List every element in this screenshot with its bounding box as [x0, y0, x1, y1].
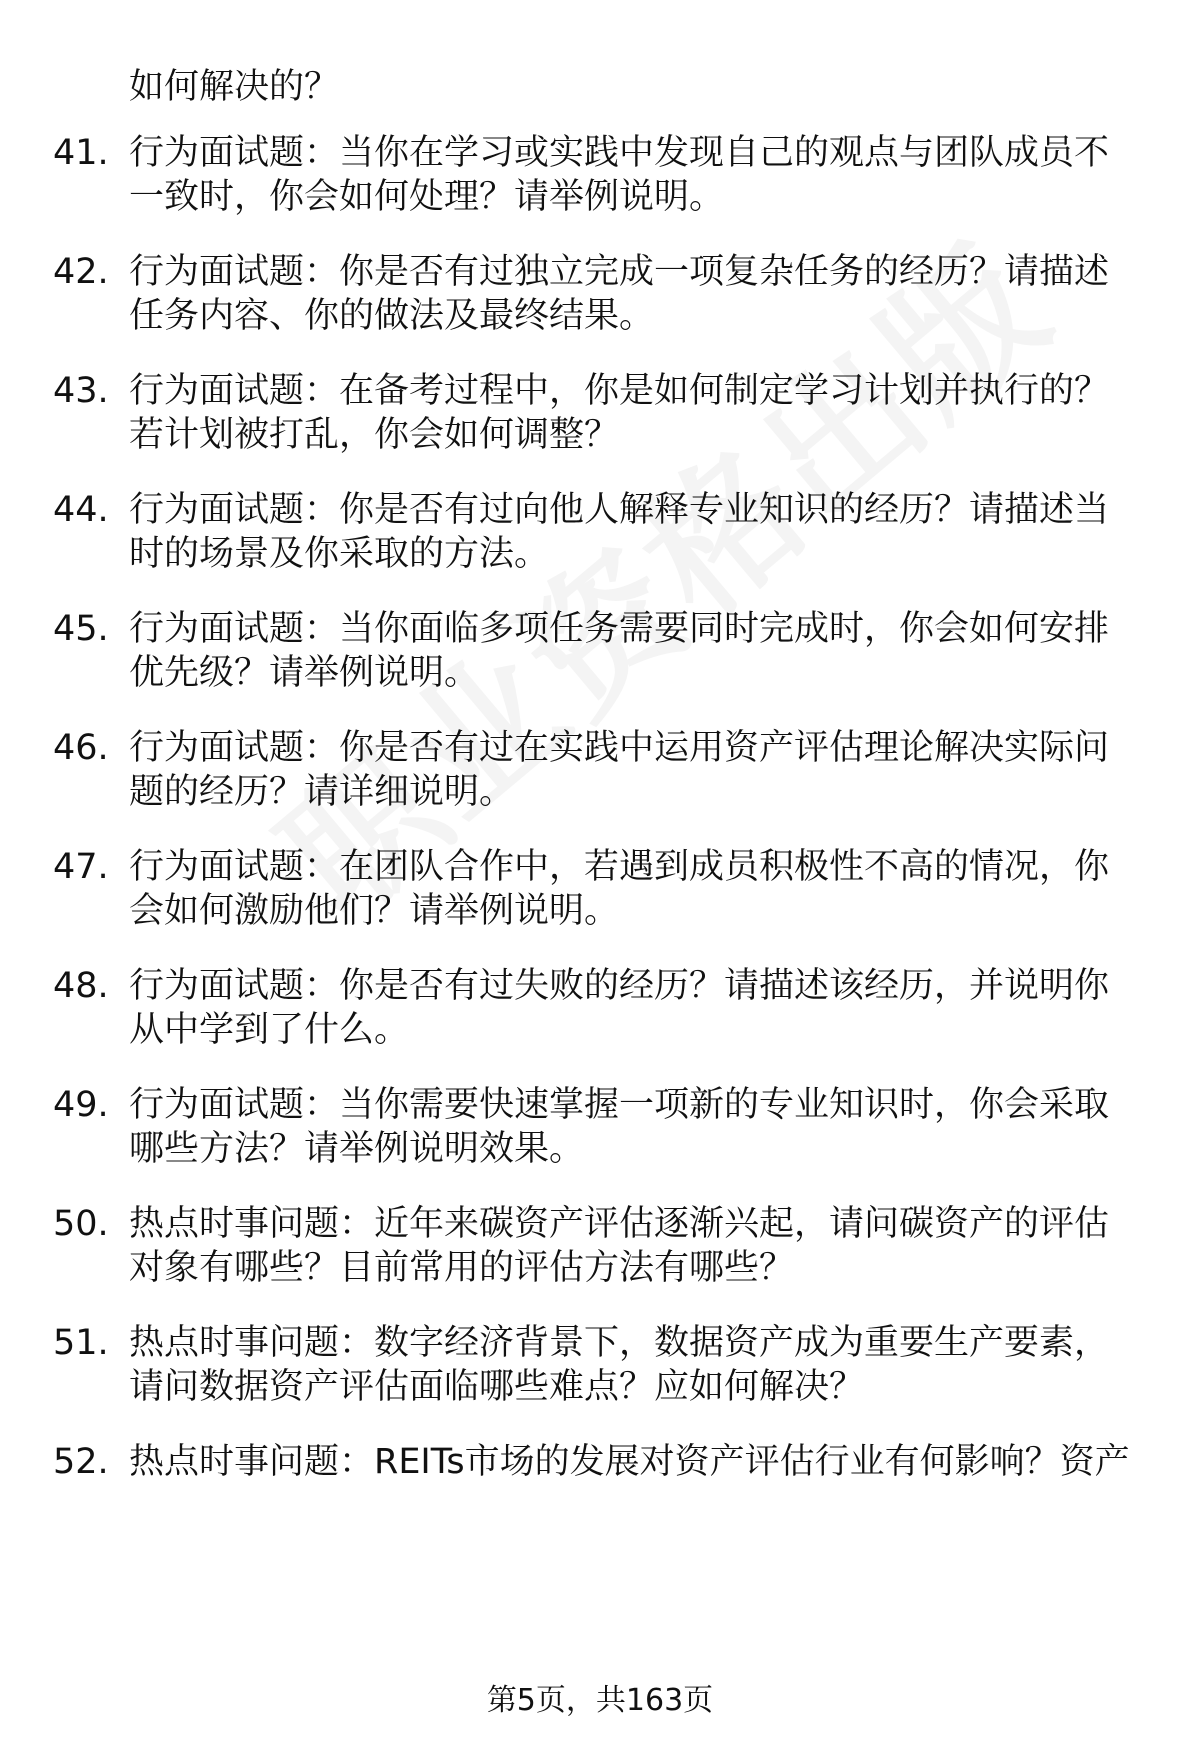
item-text-line: 对象有哪些？目前常用的评估方法有哪些？	[129, 1248, 795, 1288]
item-number: 41.	[53, 133, 109, 173]
item-text-line: 行为面试题：在团队合作中，若遇到成员积极性不高的情况，你	[129, 847, 1110, 887]
item-text-line: 时的场景及你采取的方法。	[129, 534, 550, 574]
item-text-line: 行为面试题：在备考过程中，你是如何制定学习计划并执行的？	[129, 371, 1110, 411]
item-text-line: 优先级？请举例说明。	[129, 653, 480, 693]
item-text-line: 任务内容、你的做法及最终结果。	[129, 296, 655, 336]
item-number: 49.	[53, 1085, 109, 1125]
item-text-line: 热点时事问题：数字经济背景下，数据资产成为重要生产要素，	[129, 1323, 1110, 1363]
item-text-line: 热点时事问题：REITs市场的发展对资产评估行业有何影响？资产	[129, 1442, 1130, 1482]
continuation-line: 如何解决的？	[129, 67, 340, 107]
item-number: 43.	[53, 371, 109, 411]
item-text-line: 从中学到了什么。	[129, 1010, 410, 1050]
item-number: 50.	[53, 1204, 109, 1244]
item-text-line: 行为面试题：当你需要快速掌握一项新的专业知识时，你会采取	[129, 1085, 1110, 1125]
item-text-line: 热点时事问题：近年来碳资产评估逐渐兴起，请问碳资产的评估	[129, 1204, 1110, 1244]
item-text-line: 请问数据资产评估面临哪些难点？应如何解决？	[129, 1367, 865, 1407]
item-number: 52.	[53, 1442, 109, 1482]
item-number: 46.	[53, 728, 109, 768]
item-text-line: 行为面试题：当你在学习或实践中发现自己的观点与团队成员不	[129, 133, 1110, 173]
item-text-line: 行为面试题：你是否有过独立完成一项复杂任务的经历？请描述	[129, 252, 1110, 292]
item-text-line: 行为面试题：你是否有过在实践中运用资产评估理论解决实际问	[129, 728, 1110, 768]
item-number: 45.	[53, 609, 109, 649]
item-number: 47.	[53, 847, 109, 887]
page-footer: 第5页，共163页	[486, 1683, 714, 1718]
item-text-line: 行为面试题：你是否有过向他人解释专业知识的经历？请描述当	[129, 490, 1110, 530]
item-text-line: 若计划被打乱，你会如何调整？	[129, 415, 620, 455]
item-number: 51.	[53, 1323, 109, 1363]
item-text-line: 一致时，你会如何处理？请举例说明。	[129, 177, 725, 217]
item-number: 42.	[53, 252, 109, 292]
item-text-line: 行为面试题：你是否有过失败的经历？请描述该经历，并说明你	[129, 966, 1110, 1006]
item-text-line: 会如何激励他们？请举例说明。	[129, 891, 620, 931]
item-number: 44.	[53, 490, 109, 530]
item-text-line: 哪些方法？请举例说明效果。	[129, 1129, 585, 1169]
item-text-line: 行为面试题：当你面临多项任务需要同时完成时，你会如何安排	[129, 609, 1110, 649]
item-text-line: 题的经历？请详细说明。	[129, 772, 515, 812]
item-number: 48.	[53, 966, 109, 1006]
